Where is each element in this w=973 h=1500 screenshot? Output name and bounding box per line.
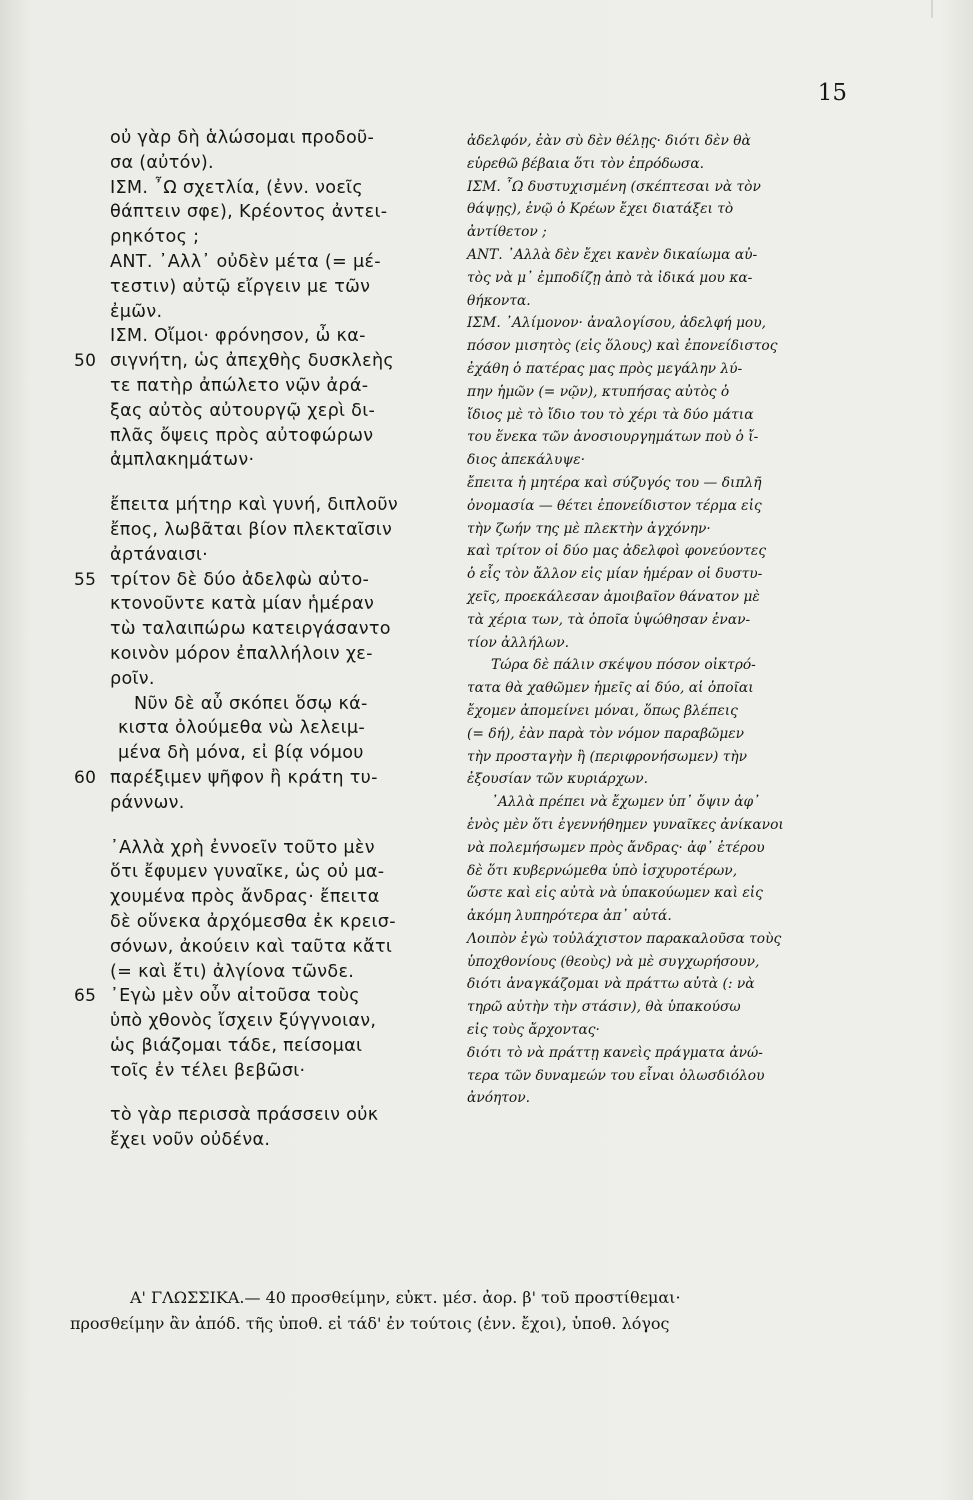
text-line (467, 449, 852, 472)
line-text: ΑΝΤ. ᾿Αλλὰ δὲν ἔχει κανὲν δικαίωμα αὐ- (467, 246, 758, 263)
line-text: οὐ γὰρ δὴ ἁλώσομαι προδοῦ- (110, 128, 375, 148)
line-text: ρηκότος ; (110, 227, 200, 248)
text-line (74, 568, 445, 593)
line-text: θάψῃς), ἐνῷ ὁ Κρέων ἔχει διατάξει τὸ (467, 201, 734, 218)
line-text: κιστα ὀλούμεθα νὼ λελειμ- (118, 718, 366, 739)
line-text: ἑνὸς μὲν ὅτι ἐγεννήθημεν γυναῖκες ἀνίκανοι (467, 816, 784, 833)
line-text: ἀνόητον. (467, 1090, 530, 1107)
line-text: τὰ χέρια των, τὰ ὁποῖα ὑψώθησαν ἐναν- (467, 611, 751, 628)
line-text: ὡς βιάζομαι τάδε, πείσομαι (110, 1035, 363, 1056)
text-line (467, 768, 852, 791)
text-line (110, 1059, 445, 1084)
line-text: ἔχει νοῦν οὐδένα. (110, 1130, 271, 1151)
text-line (467, 426, 852, 449)
line-text: ἀκόμη λυπηρότερα ἀπ᾿ αὐτά. (467, 908, 672, 925)
text-line (110, 667, 445, 692)
line-text: δὲ ὅτι κυβερνώμεθα ὑπὸ ἰσχυροτέρων, (467, 862, 738, 879)
line-text: ἀμπλακημάτων· (110, 450, 255, 471)
text-line (74, 349, 445, 374)
text-line (110, 692, 445, 717)
text-line (110, 151, 445, 176)
line-text: ἔπειτα ἡ μητέρα καὶ σύζυγός του — διπλῆ (467, 474, 762, 491)
text-line (110, 1009, 445, 1034)
text-line (467, 700, 852, 723)
line-text: ράννων. (110, 792, 185, 813)
text-line (467, 905, 852, 928)
text-line (467, 153, 852, 176)
line-text: Νῦν δὲ αὖ σκόπει ὅσῳ κά- (134, 693, 368, 714)
verse-number: 60 (74, 767, 97, 788)
text-line (110, 617, 445, 642)
text-line (110, 200, 445, 225)
text-line (110, 836, 445, 861)
line-text: ἔχομεν ἀπομείνει μόναι, ὅπως βλέπεις (467, 702, 738, 719)
text-line (467, 814, 852, 837)
text-line (467, 996, 852, 1019)
footnote-glossary (70, 1285, 860, 1337)
text-line (467, 335, 852, 358)
line-text: ὀνομασία — θέτει ἐπονείδιστον τέρμα εἰς (467, 497, 762, 514)
line-text: καὶ τρίτον οἱ δύο μας ἀδελφοὶ φονεύοντες (467, 543, 767, 560)
line-text: κοινὸν μόρον ἐπαλλήλοιν χε- (110, 643, 373, 664)
line-text: του ἕνεκα τῶν ἀνοσιουργημάτων ποὺ ὁ ἴ- (467, 429, 759, 446)
text-line (110, 960, 445, 985)
text-line (110, 374, 445, 399)
text-line (110, 518, 445, 543)
line-text: ΙΣΜ. ῏Ω σχετλία, (ἐνν. νοεῖς (110, 177, 364, 198)
text-line (110, 935, 445, 960)
line-text: ΙΣΜ. ᾿Αλίμονον· ἀναλογίσου, ἀδελφή μου, (467, 315, 766, 332)
line-text: σα (αὐτόν). (110, 152, 214, 173)
text-line (110, 716, 445, 741)
line-text: μένα δὴ μόνα, εἰ βίᾳ νόμου (118, 743, 364, 764)
line-text: σόνων, ἀκούειν καὶ ταῦτα κἄτι (110, 936, 393, 957)
text-line (467, 1065, 852, 1088)
line-text: (= δή), ἐὰν παρὰ τὸν νόμον παραβῶμεν (467, 725, 744, 742)
text-line (110, 300, 445, 325)
line-text: θάπτειν σφε), Κρέοντος ἀντει- (110, 202, 388, 223)
text-line (467, 563, 852, 586)
text-line (467, 358, 852, 381)
line-text: τὴν προσταγὴν ἢ (περιφρονήσωμεν) τὴν (467, 748, 748, 765)
text-line (110, 885, 445, 910)
footnote-line: προσθείμην ἂν ἀπόδ. τῆς ὑποθ. εἰ τάδ' ἐν τούτοις (ἐνν. ἔχοι), ὑποθ. λόγος (70, 1314, 670, 1333)
stanza-gap (110, 473, 445, 493)
line-text: (= καὶ ἔτι) ἀλγίονα τῶνδε. (110, 961, 355, 982)
text-line (467, 1019, 852, 1042)
text-line (467, 677, 852, 700)
line-text: πην ἡμῶν (= νῷν), κτυπήσας αὐτὸς ὁ (467, 383, 730, 400)
line-text: Τώρα δὲ πάλιν σκέψου πόσον οἰκτρό- (491, 657, 756, 674)
line-text: ὑπὸ χθονὸς ἴσχειν ξύγγνοιαν, (110, 1011, 377, 1032)
text-line (467, 1042, 852, 1065)
line-text: ΑΝΤ. ᾿Αλλ᾿ οὐδὲν μέτα (= μέ- (110, 251, 381, 272)
footnote-line: Α' ΓΛΩΣΣΙΚΑ.— 40 προσθείμην, εὐκτ. μέσ. ἀορ. β' τοῦ προστίθεμαι· (130, 1288, 681, 1307)
text-line (110, 448, 445, 473)
text-line (110, 250, 445, 275)
text-line (467, 746, 852, 769)
line-text: ΙΣΜ. Οἴμοι· φρόνησον, ὦ κα- (110, 326, 366, 347)
stanza-gap (110, 1083, 445, 1103)
line-text: τατα θὰ χαθῶμεν ἡμεῖς αἱ δύο, αἱ ὁποῖαι (467, 680, 754, 697)
line-text: πόσον μισητὸς (εἰς ὅλους) καὶ ἐπονείδιστος (467, 338, 778, 355)
line-text: ἀδελφόν, ἐὰν σὺ δὲν θέλῃς· διότι δὲν θὰ (467, 133, 751, 149)
text-line (467, 632, 852, 655)
text-line (467, 267, 852, 290)
line-text: χουμένα πρὸς ἄνδρας· ἔπειτα (110, 887, 380, 908)
text-line (467, 860, 852, 883)
text-line (467, 472, 852, 495)
line-text: ἐχάθη ὁ πατέρας μας πρὸς μεγάλην λύ- (467, 360, 743, 377)
text-line (467, 381, 852, 404)
text-line (467, 1087, 852, 1110)
text-line (110, 1103, 445, 1128)
page-number: 15 (817, 80, 847, 106)
text-line (110, 741, 445, 766)
text-line (110, 1128, 445, 1153)
modern-greek-translation-column (467, 130, 852, 1110)
verse-number: 50 (74, 351, 97, 372)
text-line (110, 592, 445, 617)
text-line (467, 404, 852, 427)
line-text: χεῖς, προεκάλεσαν ἀμοιβαῖον θάνατον μὲ (467, 588, 760, 605)
verse-number: 55 (74, 569, 97, 590)
line-text: ὁ εἷς τὸν ἄλλον εἰς μίαν ἡμέραν οἱ δυστυ- (467, 566, 763, 583)
text-line (110, 324, 445, 349)
text-line (467, 723, 852, 746)
text-line (467, 882, 852, 905)
line-text: ὅτι ἔφυμεν γυναῖκε, ὡς οὐ μα- (110, 862, 385, 883)
text-line (467, 973, 852, 996)
line-text: Λοιπὸν ἐγὼ τοὐλάχιστον παρακαλοῦσα τοὺς (467, 930, 782, 947)
line-text: ξας αὐτὸς αὐτουργῷ χερὶ δι- (110, 400, 376, 421)
line-text: νὰ πολεμήσωμεν πρὸς ἄνδρας· ἀφ᾿ ἑτέρου (467, 839, 765, 856)
scan-edge-mark (913, 0, 933, 18)
line-text: τὸς νὰ μ᾿ ἐμποδίζῃ ἀπὸ τὰ ἰδικά μου κα- (467, 269, 753, 286)
line-text: διότι τὸ νὰ πράττῃ κανεὶς πράγματα ἀνώ- (467, 1044, 763, 1061)
text-line (110, 493, 445, 518)
line-text: δὲ οὕνεκα ἀρχόμεσθα ἐκ κρεισ- (110, 911, 396, 932)
line-text: παρέξιμεν ψῆφον ἢ κράτη τυ- (110, 767, 378, 788)
line-text: θήκοντα. (467, 292, 531, 309)
line-text: τὴν ζωήν της μὲ πλεκτὴν ἀγχόνην· (467, 520, 711, 537)
line-text: τρίτον δὲ δύο ἀδελφὼ αὐτο- (110, 569, 370, 590)
line-text: ὥστε καὶ εἰς αὐτὰ νὰ ὑπακούωμεν καὶ εἰς (467, 885, 763, 902)
line-text: τὼ ταλαιπώρω κατειργάσαντο (110, 619, 391, 640)
text-line (110, 543, 445, 568)
line-text: τε πατὴρ ἀπώλετο νῷν ἀρά- (110, 375, 369, 396)
line-text: τερα τῶν δυναμεών του εἶναι ὁλωσδιόλου (467, 1067, 765, 1084)
text-line (110, 791, 445, 816)
stanza-gap (110, 816, 445, 836)
text-line (467, 791, 852, 814)
text-line (467, 495, 852, 518)
text-line (467, 518, 852, 541)
line-text: κτονοῦντε κατὰ μίαν ἡμέραν (110, 594, 375, 615)
text-line (467, 609, 852, 632)
line-text: πλᾶς ὄψεις πρὸς αὐτοφώρων (110, 425, 374, 446)
line-text: εὑρεθῶ βέβαια ὅτι τὸν ἐπρόδωσα. (467, 155, 705, 172)
line-text: τηρῶ αὐτὴν τὴν στάσιν), θὰ ὑπακούσω (467, 999, 741, 1016)
text-line (74, 766, 445, 791)
text-line (110, 424, 445, 449)
text-line (110, 275, 445, 300)
line-text: ὑποχθονίους (θεοὺς) νὰ μὲ συγχωρήσουν, (467, 953, 760, 970)
text-line (467, 221, 852, 244)
line-text: εἰς τοὺς ἄρχοντας· (467, 1022, 600, 1039)
text-line (467, 312, 852, 335)
text-line (467, 130, 852, 153)
text-line (467, 176, 852, 199)
line-text: ἀντίθετον ; (467, 224, 547, 241)
text-line (467, 951, 852, 974)
line-text: τὸ γὰρ περισσὰ πράσσειν οὐκ (110, 1105, 379, 1126)
line-text: ροῖν. (110, 668, 155, 689)
line-text: ᾿Εγὼ μὲν οὖν αἰτοῦσα τοὺς (110, 986, 360, 1007)
text-line (110, 1034, 445, 1059)
text-line (467, 244, 852, 267)
line-text: ᾿Αλλὰ χρὴ ἐννοεῖν τοῦτο μὲν (110, 837, 375, 858)
greek-original-column (74, 126, 445, 1153)
line-text: ἔπος, λωβᾶται βίον πλεκταῖσιν (110, 519, 393, 540)
text-line (467, 654, 852, 677)
text-line (74, 984, 445, 1009)
text-line (467, 837, 852, 860)
text-line (467, 540, 852, 563)
line-text: ΙΣΜ. ῏Ω δυστυχισμένη (σκέπτεσαι νὰ τὸν (467, 178, 761, 195)
text-line (110, 225, 445, 250)
line-text: ἀρτάναισι· (110, 544, 209, 565)
line-text: διος ἀπεκάλυψε· (467, 452, 586, 469)
line-text: διότι ἀναγκάζομαι νὰ πράττω αὐτὰ (: νὰ (467, 976, 755, 993)
line-text: ἴδιος μὲ τὸ ἴδιο του τὸ χέρι τὰ δύο μάτια (467, 406, 754, 423)
text-line (110, 860, 445, 885)
line-text: σιγνήτη, ὡς ἀπεχθὴς δυσκλεὴς (110, 351, 395, 372)
text-line (110, 399, 445, 424)
text-line (110, 910, 445, 935)
line-text: τοῖς ἐν τέλει βεβῶσι· (110, 1060, 306, 1081)
text-line (467, 198, 852, 221)
text-line (110, 176, 445, 201)
line-text: ἐμῶν. (110, 301, 163, 322)
line-text: ἐξουσίαν τῶν κυριάρχων. (467, 771, 649, 788)
line-text: τεστιν) αὐτῷ εἴργειν με τῶν (110, 276, 371, 297)
text-line (467, 290, 852, 313)
verse-number: 65 (74, 986, 97, 1007)
line-text: τίον ἀλλήλων. (467, 634, 569, 651)
text-line (110, 126, 445, 151)
text-line (110, 642, 445, 667)
line-text: ἔπειτα μήτηρ καὶ γυνή, διπλοῦν (110, 495, 398, 516)
text-line (467, 586, 852, 609)
line-text: ᾿Αλλὰ πρέπει νὰ ἔχωμεν ὑπ᾿ ὄψιν ἀφ᾿ (491, 794, 761, 811)
text-line (467, 928, 852, 951)
